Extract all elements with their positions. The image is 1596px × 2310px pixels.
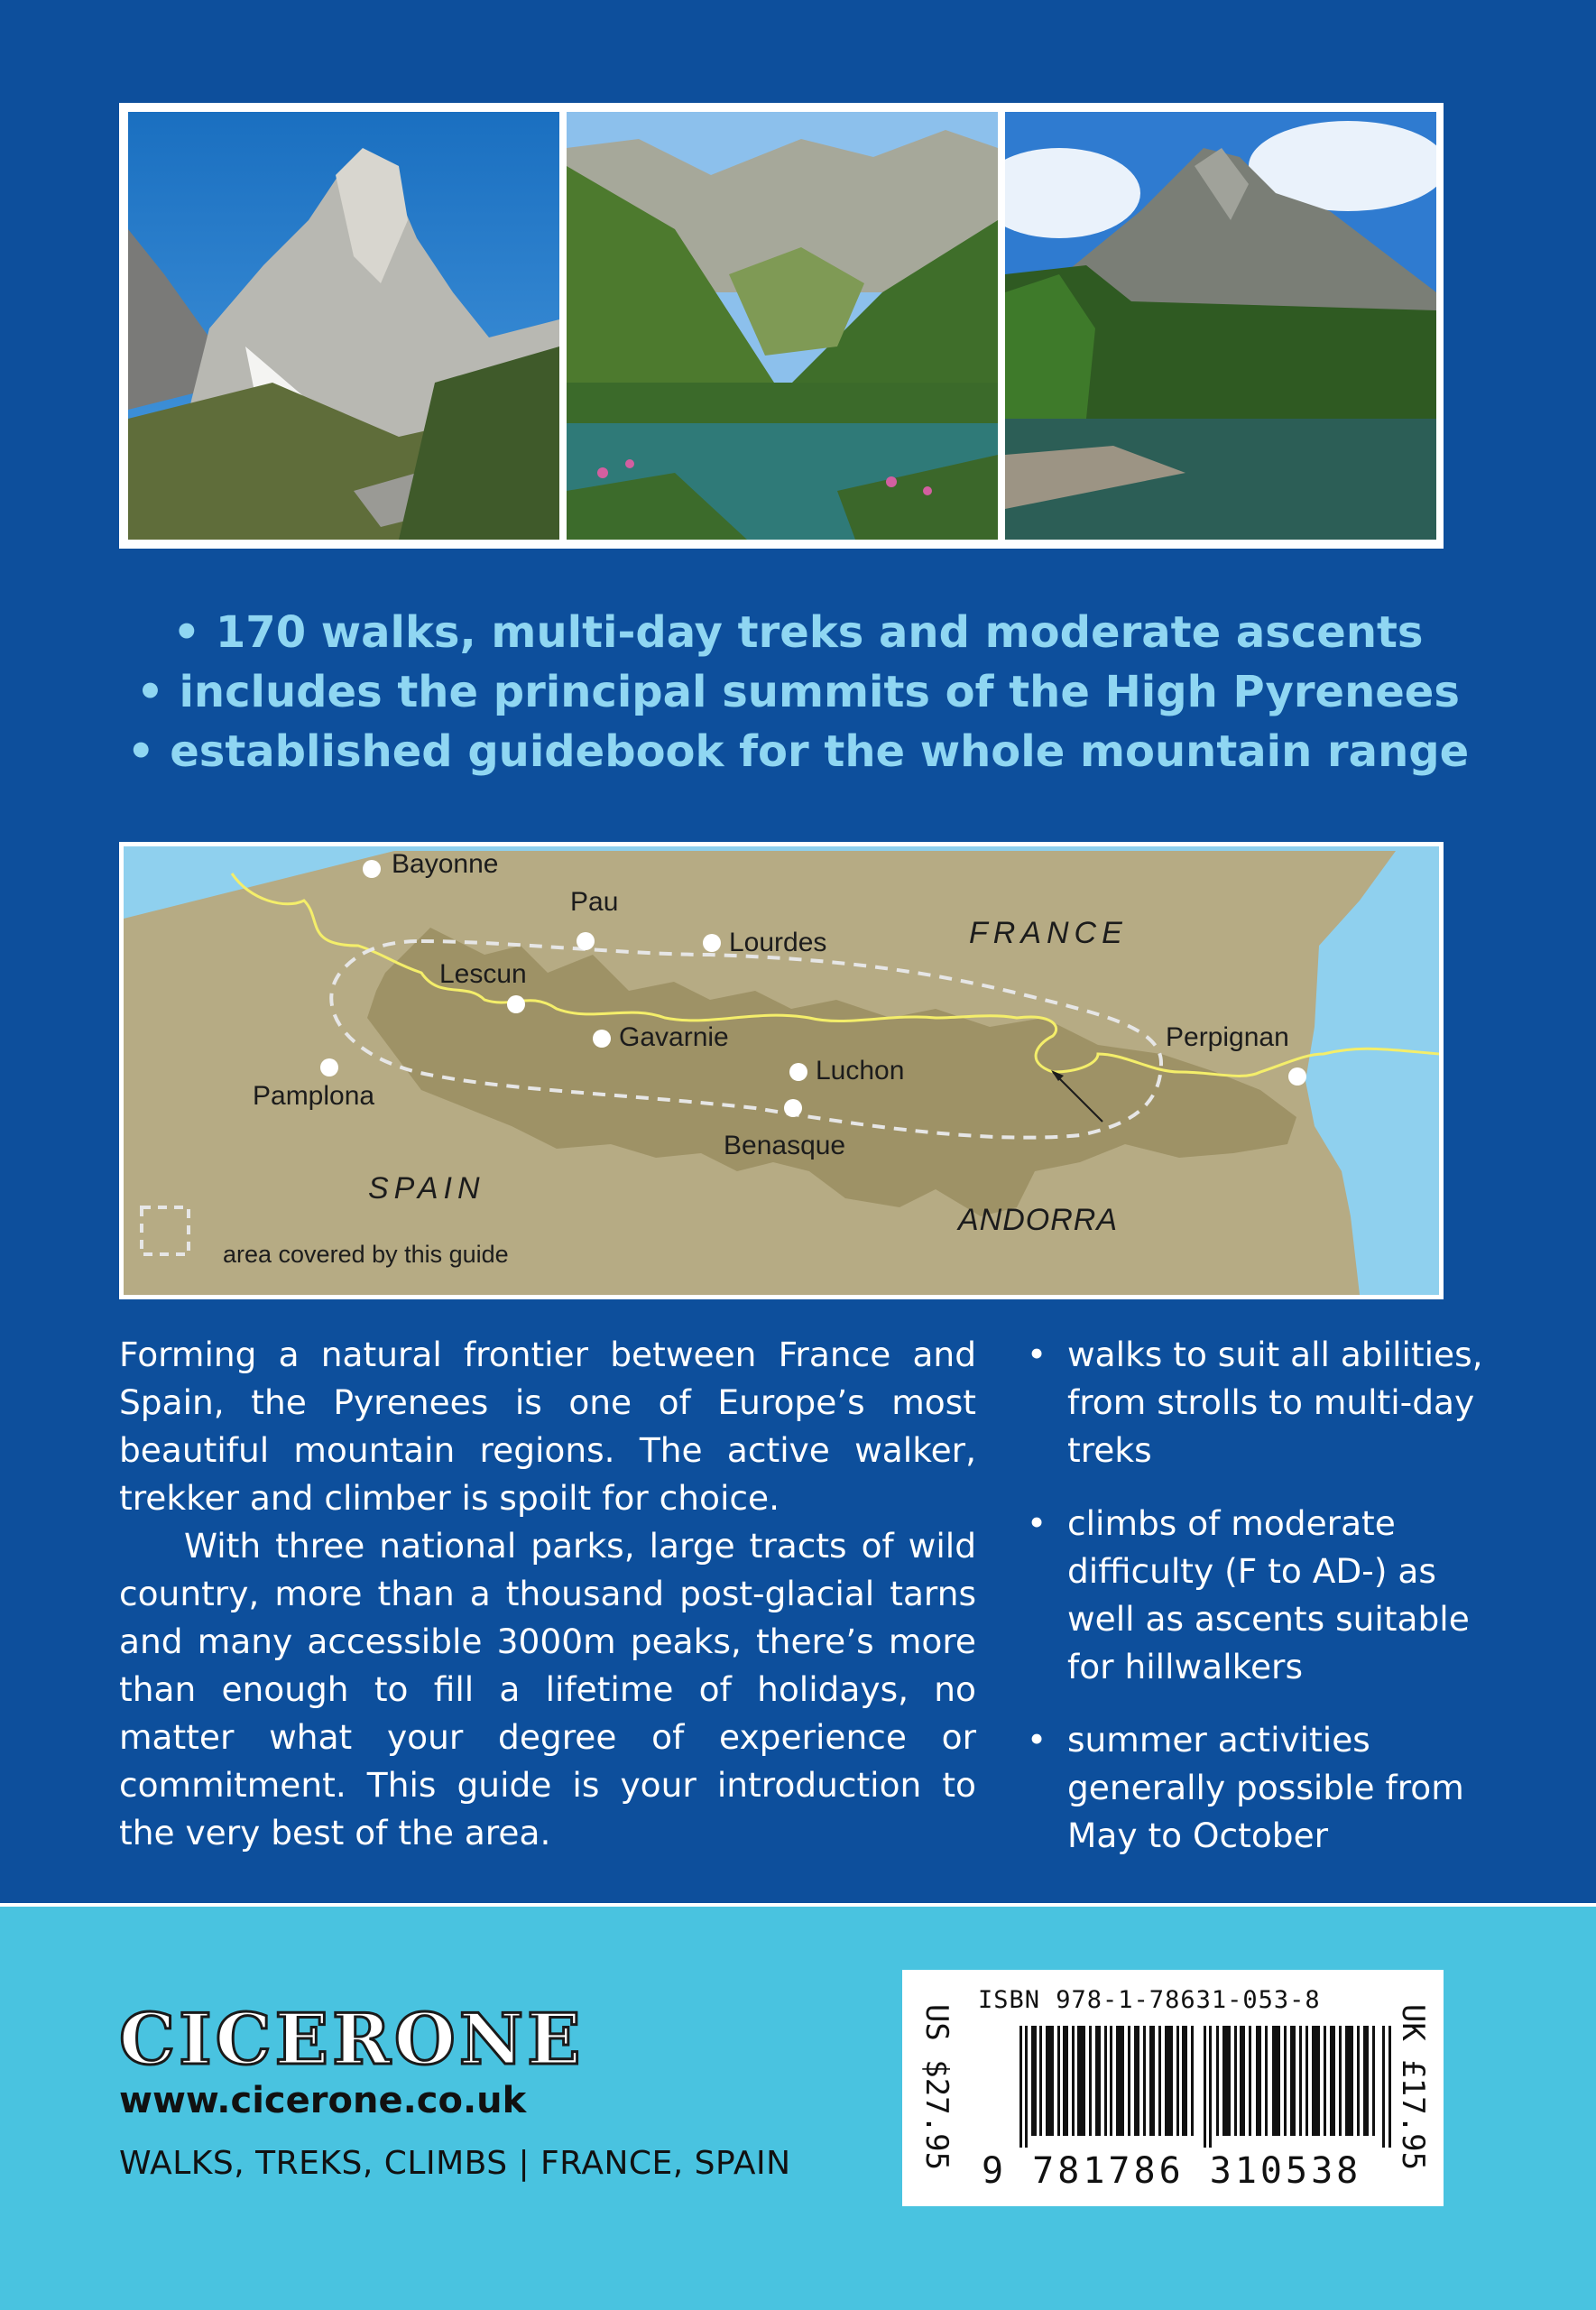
bullet-icon: •	[1027, 1503, 1047, 1543]
isbn-text: ISBN 978-1-78631-053-8	[978, 1986, 1321, 2014]
barcode-panel	[902, 1970, 1444, 2206]
dot-luchon	[789, 1063, 807, 1081]
dot-lescun	[507, 995, 525, 1013]
label-france: FRANCE	[969, 916, 1128, 950]
label-gavarnie: Gavarnie	[619, 1022, 729, 1052]
dot-perpignan	[1288, 1067, 1306, 1086]
bullet-icon: •	[1027, 1720, 1047, 1760]
features-list	[1027, 1331, 1496, 1885]
publisher-url[interactable]: www.cicerone.co.uk	[119, 2080, 527, 2121]
label-andorra: ANDORRA	[958, 1203, 1119, 1237]
highlight-item: • established guidebook for the whole mountain range	[126, 726, 1470, 777]
price-us: US $27.95	[918, 2003, 955, 2171]
barcode-bars	[1019, 2026, 1398, 2148]
description-paragraph-2: With three national parks, large tracts of wild country, more than a thousand post-glacial tarns and many accessible 3000m peaks, there’s more than enough to fill a lifetime of holidays, no matter what your degree of experience or commitment. This guide is your introduction to the very best of the area.	[119, 1526, 976, 1853]
highlight-item: • 170 walks, multi-day treks and moderate ascents	[172, 607, 1424, 658]
description-paragraph-1: Forming a natural frontier between France and Spain, the Pyrenees is one of Europe’s most beautiful mountain regions. The active walker, trekker and climber is spoilt for choice.	[119, 1335, 976, 1518]
label-lourdes: Lourdes	[729, 928, 827, 957]
map-legend-text: area covered by this guide	[223, 1241, 509, 1268]
price-uk: UK £17.95	[1395, 2003, 1431, 2171]
label-perpignan: Perpignan	[1166, 1022, 1289, 1052]
feature-item	[1027, 1716, 1496, 1860]
dot-bayonne	[363, 860, 381, 878]
feature-text: walks to suit all abilities, from strolls to multi-day treks	[1067, 1335, 1483, 1470]
label-bayonne: Bayonne	[392, 849, 499, 879]
pyrenees-map	[119, 842, 1444, 1299]
cicerone-logo: CICERONE	[119, 1999, 585, 2081]
highlights-list	[0, 603, 1596, 781]
label-spain: SPAIN	[368, 1171, 485, 1206]
dot-pamplona	[320, 1058, 338, 1076]
feature-item	[1027, 1500, 1496, 1691]
label-luchon: Luchon	[816, 1056, 905, 1086]
mountain-lake-photo	[1005, 112, 1436, 540]
category-tags: WALKS, TREKS, CLIMBS | FRANCE, SPAIN	[119, 2145, 791, 2182]
dot-pau	[577, 932, 595, 950]
barcode-number: 9 781786 310538	[982, 2150, 1362, 2192]
valley-lake-photo	[567, 112, 998, 540]
map-graphic	[124, 846, 1439, 1295]
label-pau: Pau	[570, 887, 619, 917]
dot-lourdes	[703, 934, 721, 952]
dot-gavarnie	[593, 1030, 611, 1048]
description	[119, 1331, 976, 1857]
feature-text: climbs of moderate difficulty (F to AD-) as well as ascents suitable for hillwalkers	[1067, 1503, 1470, 1686]
bullet-icon: •	[1027, 1335, 1047, 1374]
feature-text: summer activities generally possible from May to October	[1067, 1720, 1464, 1855]
label-benasque: Benasque	[724, 1131, 846, 1160]
label-lescun: Lescun	[439, 959, 527, 989]
feature-item	[1027, 1331, 1496, 1474]
label-pamplona: Pamplona	[253, 1081, 375, 1111]
rocky-peak-photo	[128, 112, 559, 540]
dot-benasque	[784, 1099, 802, 1117]
highlight-item: • includes the principal summits of the High Pyrenees	[136, 667, 1460, 717]
photo-strip	[119, 103, 1444, 549]
